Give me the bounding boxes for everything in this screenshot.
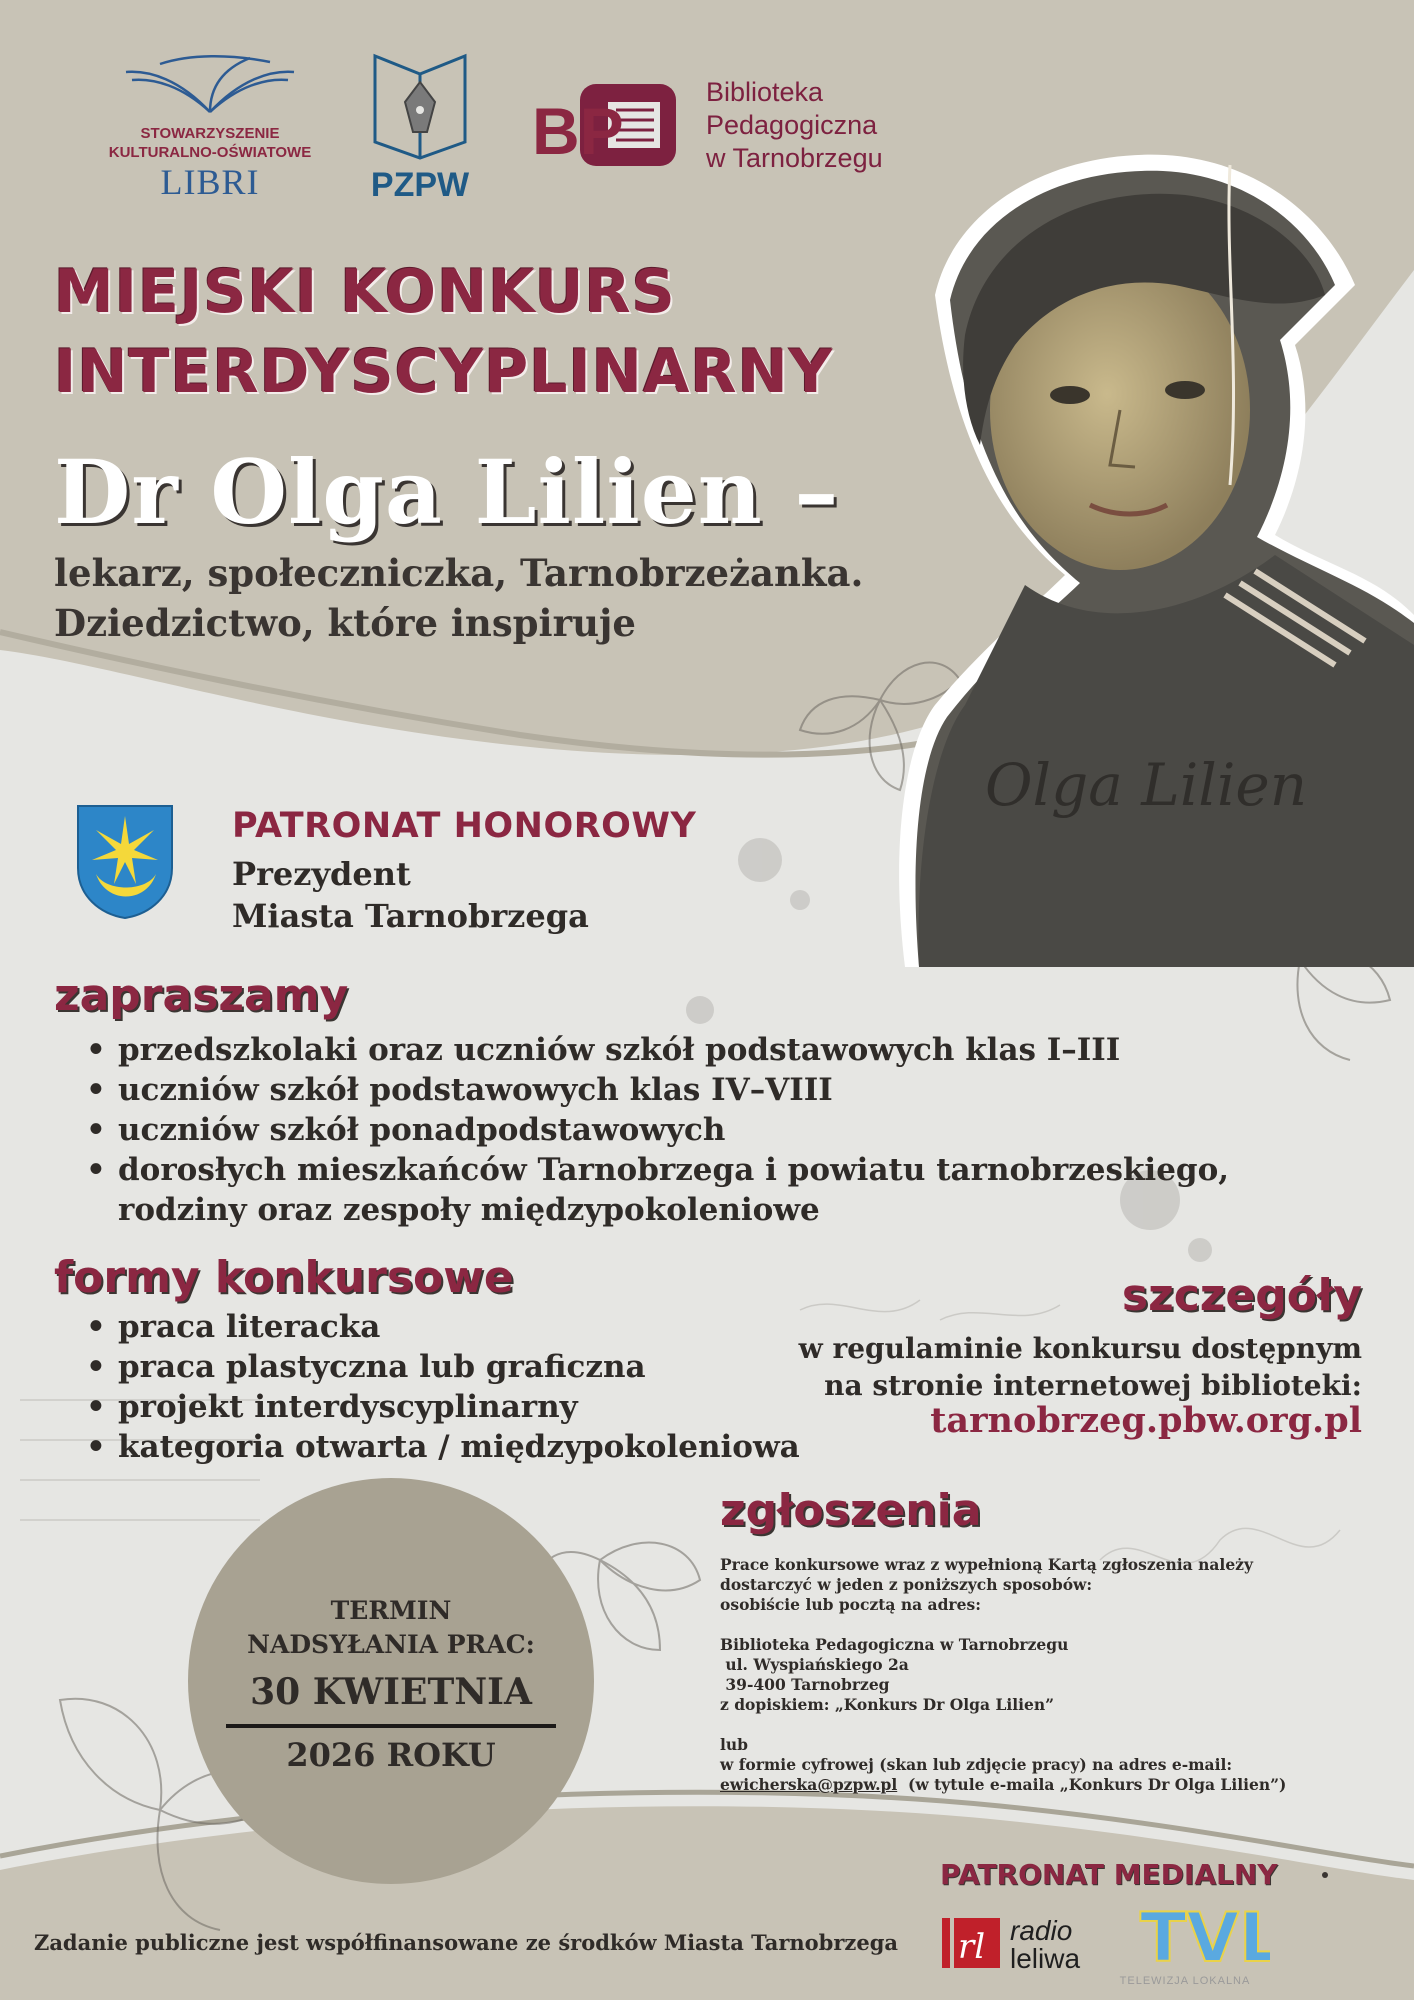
subtitle: [54, 548, 863, 648]
zgloszenia-address: Biblioteka Pedagogiczna w Tarnobrzegu ul. Wyspiańskiego 2a 39-400 Tarnobrzeg z dopiskiem: „Konkurs Dr Olga Lilien”: [720, 1635, 1069, 1714]
patronat-line2: Miasta Tarnobrzega: [232, 897, 589, 935]
subtitle-line2: Dziedzictwo, które inspiruje: [54, 601, 636, 645]
photo-signature: Olga Lilien: [985, 751, 1308, 819]
subtitle-line1: lekarz, społeczniczka, Tarnobrzeżanka.: [54, 551, 864, 595]
libri-line2: KULTURALNO-OŚWIATOWE: [108, 144, 312, 161]
tvl-mark: TVL: [1140, 1899, 1270, 1975]
deadline: [188, 1594, 594, 1778]
radio-line2: leliwa: [1010, 1943, 1081, 1974]
zgloszenia-p1: Prace konkursowe wraz z wypełnioną Kartą zgłoszenia należy dostarczyć w jeden z poniższych sposobów: osobiście lub pocztą na adres:: [720, 1555, 1253, 1614]
list-item: • projekt interdyscyplinarny: [56, 1387, 856, 1427]
szczegoly-text: [662, 1330, 1362, 1404]
tvl-subtitle: TELEWIZJA LOKALNA: [1119, 1975, 1251, 1987]
list-item: • przedszkolaki oraz uczniów szkół podstawowych klas I–III: [56, 1030, 1306, 1070]
email-link[interactable]: ewicherska@pzpw.pl: [720, 1775, 898, 1794]
zapraszamy-list: [56, 1030, 1306, 1230]
bp-line1: Biblioteka: [706, 77, 824, 107]
deadline-year: 2026 ROKU: [286, 1736, 496, 1774]
contest-title: [54, 252, 833, 412]
patronat-heading: PATRONAT HONOROWY: [232, 806, 697, 846]
szczegoly-line1: w regulaminie konkursu dostępnym: [798, 1332, 1362, 1365]
list-item: • uczniów szkół ponadpodstawowych: [56, 1110, 1306, 1150]
list-item: • uczniów szkół podstawowych klas IV–VIII: [56, 1070, 1306, 1110]
list-item: • praca plastyczna lub graficzna: [56, 1347, 856, 1387]
pzpw-logo: [360, 52, 480, 205]
title-line2: INTERDYSCYPLINARNY: [54, 337, 834, 407]
bp-line3: w Tarnobrzegu: [706, 143, 883, 173]
bp-line2: Pedagogiczna: [706, 110, 878, 140]
decor-dot: [1322, 1872, 1328, 1878]
list-item: • kategoria otwarta / międzypokoleniowa: [56, 1427, 856, 1467]
formy-heading: formy konkursowe: [54, 1252, 514, 1303]
bp-logo-icon: [532, 78, 682, 172]
open-book-icon: [120, 50, 300, 120]
bp-library-name: [706, 76, 883, 175]
zapraszamy-heading: zapraszamy: [54, 970, 349, 1021]
honoree-name: Dr Olga Lilien –: [54, 440, 840, 544]
portrait-photo: [895, 145, 1414, 967]
deadline-date: 30 KWIETNIA: [250, 1671, 532, 1713]
szczegoly-line2: na stronie internetowej biblioteki:: [824, 1369, 1362, 1402]
zgloszenia-text: [720, 1555, 1320, 1795]
deadline-line1: TERMIN: [330, 1596, 452, 1625]
pzpw-name: PZPW: [370, 166, 470, 204]
radio-mark: rl: [958, 1927, 986, 1967]
media-patronage-heading: PATRONAT MEDIALNY: [940, 1858, 1278, 1891]
tvl-logo: [1100, 1895, 1270, 1995]
tvl-logo-icon: [1100, 1895, 1270, 1975]
patronat-text: [232, 853, 589, 937]
library-website-link[interactable]: tarnobrzeg.pbw.org.pl: [930, 1400, 1362, 1441]
patronat-line1: Prezydent: [232, 855, 411, 893]
funding-note: Zadanie publiczne jest współfinansowane ze środków Miasta Tarnobrzega: [34, 1930, 898, 1955]
city-crest-icon: [76, 804, 174, 920]
list-item: • dorosłych mieszkańców Tarnobrzega i powiatu tarnobrzeskiego, rodziny oraz zespoły międzypokoleniowe: [56, 1150, 1268, 1230]
pen-book-icon: [365, 52, 475, 162]
radio-logo-icon: [942, 1910, 1092, 1974]
libri-name: LIBRI: [160, 162, 260, 202]
title-line1: MIEJSKI KONKURS: [54, 257, 676, 327]
zgloszenia-heading: zgłoszenia: [720, 1485, 982, 1536]
libri-line1: STOWARZYSZENIE: [140, 125, 280, 142]
list-item: • praca literacka: [56, 1307, 856, 1347]
deadline-line2: NADSYŁANIA PRAC:: [247, 1630, 535, 1659]
radio-line1: radio: [1010, 1915, 1073, 1946]
email-note: (w tytule e-maila „Konkurs Dr Olga Lilien”): [897, 1775, 1287, 1794]
szczegoly-heading: szczegóły: [1121, 1270, 1362, 1321]
radio-leliwa-logo: [942, 1910, 1092, 1974]
deadline-divider: [226, 1724, 556, 1728]
libri-logo: [80, 50, 340, 202]
bp-mark: BP: [532, 94, 624, 168]
zgloszenia-p2: lub w formie cyfrowej (skan lub zdjęcie pracy) na adres e-mail:: [720, 1735, 1233, 1774]
